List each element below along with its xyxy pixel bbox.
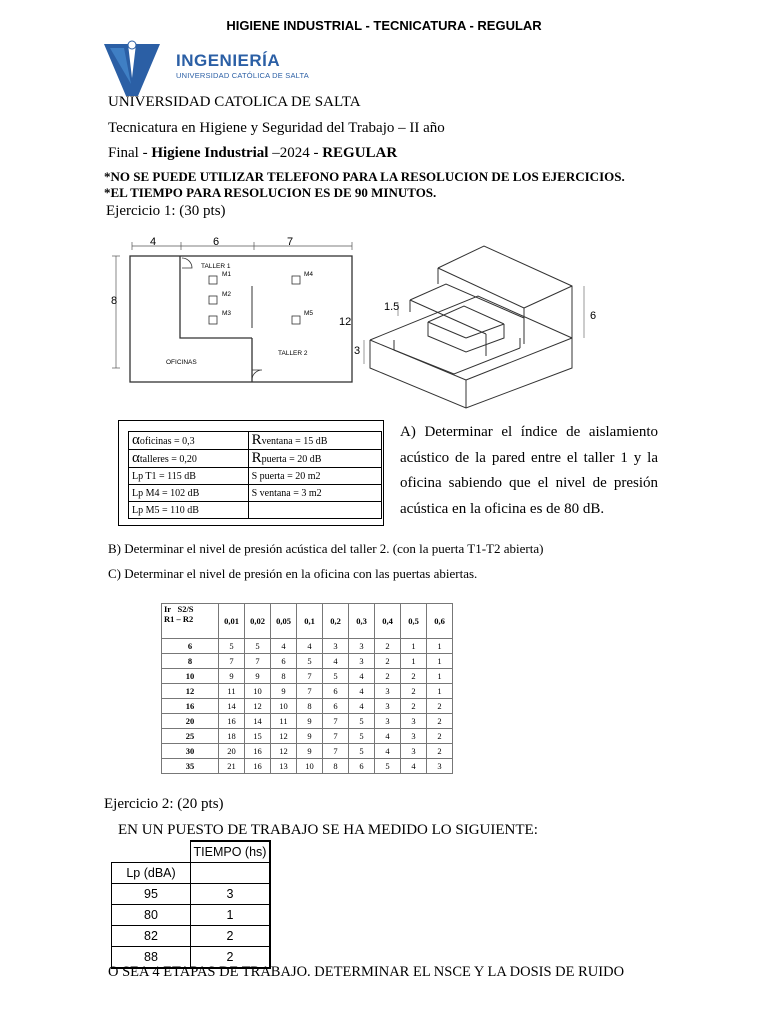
table-cell: 7 <box>245 654 271 669</box>
table-cell: 7 <box>323 714 349 729</box>
table-cell: 5 <box>297 654 323 669</box>
table-cell: 1 <box>427 654 453 669</box>
iso-dim-3: 3 <box>354 345 361 357</box>
table-cell: 1 <box>427 684 453 699</box>
logo-title: INGENIERÍA <box>176 51 281 70</box>
table-cell: 9 <box>271 684 297 699</box>
exercise1-title: Ejercicio 1: (30 pts) <box>106 203 226 219</box>
row-label: 8 <box>162 654 219 669</box>
row-label: 16 <box>162 699 219 714</box>
table-cell: 18 <box>219 729 245 744</box>
table-row <box>162 639 453 654</box>
university-logo <box>104 40 160 98</box>
table-row <box>162 729 453 744</box>
table-cell: 4 <box>297 639 323 654</box>
r-symbol: R <box>251 432 262 448</box>
iso-dim-1-5: 1.5 <box>384 301 400 313</box>
table-cell: 14 <box>245 714 271 729</box>
exam-type: REGULAR <box>322 145 398 161</box>
isolation-col-header: 0,01 <box>219 604 245 639</box>
row-label: 25 <box>162 729 219 744</box>
table-cell: 12 <box>271 744 297 759</box>
table-row: 88 2 <box>112 947 271 969</box>
table-cell: 12 <box>245 699 271 714</box>
table-cell: 21 <box>219 759 245 774</box>
room-taller2: TALLER 2 <box>278 350 308 357</box>
table-cell: 9 <box>297 744 323 759</box>
machine-m5: M5 <box>304 310 314 317</box>
table-cell: 2 <box>427 729 453 744</box>
machine-m3: M3 <box>222 310 232 317</box>
table-cell: 8 <box>323 759 349 774</box>
floor-plan-drawing <box>108 228 361 400</box>
table-cell: 2 <box>401 684 427 699</box>
parameters-box <box>118 420 384 526</box>
table-cell: 6 <box>349 759 375 774</box>
exam-middle: –2024 - <box>268 145 323 161</box>
plan-dim-7: 7 <box>286 236 294 248</box>
table-cell: 7 <box>323 729 349 744</box>
table-cell: 9 <box>297 714 323 729</box>
table-cell: 3 <box>375 684 401 699</box>
isometric-drawing <box>336 240 616 412</box>
table-cell: 9 <box>245 669 271 684</box>
table-cell: 7 <box>297 684 323 699</box>
table-row <box>162 669 453 684</box>
table-cell: 11 <box>219 684 245 699</box>
isolation-col-header: 0,6 <box>427 604 453 639</box>
table-cell: 7 <box>323 744 349 759</box>
row-label: 10 <box>162 669 219 684</box>
table-cell: 1 <box>401 654 427 669</box>
career-name: Tecnicatura en Higiene y Seguridad del Trabajo – II año <box>108 120 445 136</box>
noise-table-header <box>112 841 271 863</box>
table-cell: 16 <box>245 759 271 774</box>
table-row: 82 2 <box>112 926 271 947</box>
table-cell: 10 <box>297 759 323 774</box>
noise-table <box>111 840 271 969</box>
table-cell: 5 <box>349 744 375 759</box>
table-cell: 4 <box>375 744 401 759</box>
table-row <box>162 684 453 699</box>
noise-table-header <box>112 863 271 884</box>
iso-dim-6: 6 <box>590 310 597 322</box>
table-cell: 3 <box>427 759 453 774</box>
table-cell: 3 <box>375 714 401 729</box>
table-cell: 1 <box>427 639 453 654</box>
table-cell: 4 <box>323 654 349 669</box>
table-cell: 14 <box>219 699 245 714</box>
isolation-col-header: 0,02 <box>245 604 271 639</box>
isolation-col-header: 0,05 <box>271 604 297 639</box>
table-cell: 3 <box>401 744 427 759</box>
isolation-table-corner: Ir S2/S R1 – R2 <box>162 604 219 639</box>
alpha-symbol: α <box>132 432 140 448</box>
table-cell: 5 <box>219 639 245 654</box>
table-row <box>162 744 453 759</box>
param-row: Lp T1 = 115 dB S puerta = 20 m2 <box>129 468 382 485</box>
table-cell: 2 <box>401 669 427 684</box>
time-header: TIEMPO (hs) <box>191 841 271 863</box>
question-a: A) Determinar el índice de aislamiento acústico de la pared entre el taller 1 y la oficina sabiendo que el nivel de presión acústica en la oficina es de 80 dB. <box>400 424 658 517</box>
table-row <box>162 699 453 714</box>
table-cell: 20 <box>219 744 245 759</box>
table-row <box>162 759 453 774</box>
table-cell: 5 <box>323 669 349 684</box>
document-header: HIGIENE INDUSTRIAL - TECNICATURA - REGULAR <box>226 18 542 33</box>
table-cell: 2 <box>427 714 453 729</box>
row-label: 12 <box>162 684 219 699</box>
exercise2-intro: EN UN PUESTO DE TRABAJO SE HA MEDIDO LO SIGUIENTE: <box>118 822 538 838</box>
question-b: B) Determinar el nivel de presión acústica del taller 2. (con la puerta T1-T2 abierta) <box>108 541 544 556</box>
table-cell: 2 <box>375 639 401 654</box>
table-cell: 3 <box>349 639 375 654</box>
table-cell: 10 <box>245 684 271 699</box>
table-cell: 8 <box>297 699 323 714</box>
note-phone: *NO SE PUEDE UTILIZAR TELEFONO PARA LA RESOLUCION DE LOS EJERCICIOS. <box>104 169 625 184</box>
lp-header: Lp (dBA) <box>112 863 191 884</box>
exercise2-title: Ejercicio 2: (20 pts) <box>104 796 224 812</box>
param-row: Lp M4 = 102 dB S ventana = 3 m2 <box>129 485 382 502</box>
row-label: 35 <box>162 759 219 774</box>
isolation-col-header: 0,5 <box>401 604 427 639</box>
table-row: 95 3 <box>112 884 271 905</box>
table-cell: 6 <box>271 654 297 669</box>
room-taller1: TALLER 1 <box>201 263 231 270</box>
isolation-table <box>161 603 453 774</box>
table-row <box>162 654 453 669</box>
table-cell: 16 <box>245 744 271 759</box>
table-cell: 5 <box>375 759 401 774</box>
logo-subtitle: UNIVERSIDAD CATÓLICA DE SALTA <box>176 71 309 80</box>
r-symbol: R <box>251 450 262 466</box>
param-row: Lp M5 = 110 dB <box>129 502 382 519</box>
table-cell: 3 <box>401 714 427 729</box>
table-cell: 4 <box>271 639 297 654</box>
alpha-symbol: α <box>132 450 140 466</box>
param-row: αoficinas = 0,3 Rventana = 15 dB <box>129 432 382 450</box>
room-oficinas: OFICINAS <box>166 359 197 366</box>
table-cell: 3 <box>401 729 427 744</box>
row-label: 6 <box>162 639 219 654</box>
table-cell: 2 <box>427 744 453 759</box>
table-row <box>162 714 453 729</box>
table-cell: 3 <box>323 639 349 654</box>
table-cell: 16 <box>219 714 245 729</box>
table-cell: 10 <box>271 699 297 714</box>
exam-notes <box>104 169 625 201</box>
table-cell: 1 <box>427 669 453 684</box>
row-label: 20 <box>162 714 219 729</box>
table-cell: 12 <box>271 729 297 744</box>
table-cell: 4 <box>401 759 427 774</box>
isolation-table-body <box>162 639 453 774</box>
machine-m1: M1 <box>222 271 232 278</box>
table-cell: 4 <box>349 684 375 699</box>
table-cell: 15 <box>245 729 271 744</box>
plan-dim-6: 6 <box>212 236 220 248</box>
exam-prefix: Final - <box>108 145 152 161</box>
table-cell: 7 <box>297 669 323 684</box>
plan-dim-8: 8 <box>111 295 118 307</box>
table-cell: 4 <box>349 669 375 684</box>
university-name: UNIVERSIDAD CATOLICA DE SALTA <box>108 94 361 110</box>
table-row: 80 1 <box>112 905 271 926</box>
table-cell: 1 <box>401 639 427 654</box>
row-label: 30 <box>162 744 219 759</box>
note-time: *EL TIEMPO PARA RESOLUCION ES DE 90 MINUTOS. <box>104 185 437 200</box>
table-cell: 4 <box>349 699 375 714</box>
table-cell: 6 <box>323 684 349 699</box>
table-cell: 4 <box>375 729 401 744</box>
parameters-table <box>128 431 382 519</box>
table-cell: 2 <box>427 699 453 714</box>
table-cell: 5 <box>245 639 271 654</box>
isolation-table-header <box>162 604 453 639</box>
table-cell: 11 <box>271 714 297 729</box>
isolation-col-header: 0,3 <box>349 604 375 639</box>
table-cell: 13 <box>271 759 297 774</box>
table-cell: 9 <box>219 669 245 684</box>
exam-subject: Higiene Industrial <box>151 145 269 161</box>
param-row: αtalleres = 0,20 Rpuerta = 20 dB <box>129 450 382 468</box>
machine-m2: M2 <box>222 291 232 298</box>
table-cell: 5 <box>349 729 375 744</box>
machine-m4: M4 <box>304 271 314 278</box>
table-cell: 2 <box>375 654 401 669</box>
table-cell: 2 <box>401 699 427 714</box>
table-cell: 5 <box>349 714 375 729</box>
plan-dim-4: 4 <box>149 236 157 248</box>
table-cell: 3 <box>375 699 401 714</box>
iso-dim-12: 12 <box>339 316 352 328</box>
isolation-col-header: 0,1 <box>297 604 323 639</box>
question-c: C) Determinar el nivel de presión en la oficina con las puertas abiertas. <box>108 566 478 581</box>
table-cell: 7 <box>219 654 245 669</box>
exercise2-footer: O SEA 4 ETAPAS DE TRABAJO. DETERMINAR EL NSCE Y LA DOSIS DE RUIDO <box>108 964 625 980</box>
table-cell: 3 <box>349 654 375 669</box>
isolation-col-header: 0,4 <box>375 604 401 639</box>
table-cell: 2 <box>375 669 401 684</box>
isolation-col-header: 0,2 <box>323 604 349 639</box>
exam-title <box>108 145 397 162</box>
table-cell: 9 <box>297 729 323 744</box>
table-cell: 8 <box>271 669 297 684</box>
table-cell: 6 <box>323 699 349 714</box>
